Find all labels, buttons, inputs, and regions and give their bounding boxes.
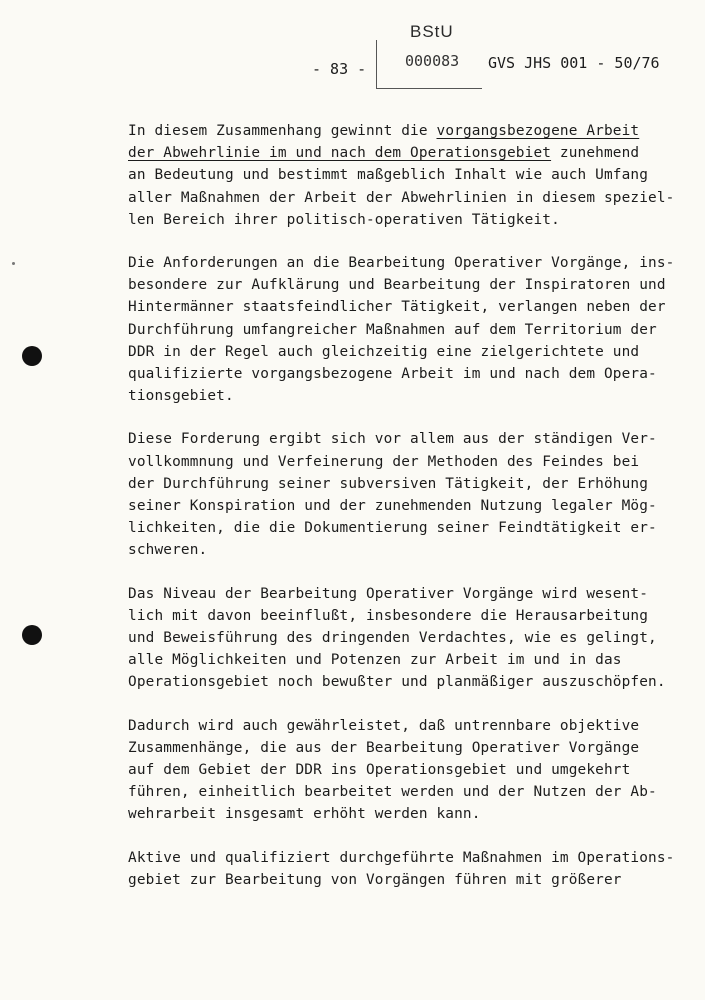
line-text: In diesem Zusammenhang gewinnt die <box>128 123 437 139</box>
paragraph <box>128 583 688 694</box>
text-line <box>128 341 688 363</box>
line-text: der Durchführung seiner subversiven Tätigkeit, der Erhöhung <box>128 475 649 492</box>
line-text: DDR in der Regel auch gleichzeitig eine zielgerichtete und <box>128 343 640 360</box>
line-text: auf dem Gebiet der DDR ins Operationsgebiet und umgekehrt <box>128 762 631 779</box>
page-number: - 83 - <box>312 60 367 78</box>
text-line <box>128 605 688 627</box>
line-text: zunehmend <box>551 145 640 162</box>
text-line <box>128 209 688 231</box>
text-line <box>128 385 688 407</box>
punch-hole-top <box>22 346 42 366</box>
text-line <box>128 869 688 891</box>
paragraph <box>128 715 688 826</box>
text-line <box>128 781 688 803</box>
line-text: schweren. <box>128 542 208 559</box>
line-text: lichkeiten, die die Dokumentierung seiner Feindtätigkeit er- <box>128 520 657 537</box>
text-line <box>128 187 688 209</box>
line-text: führen, einheitlich bearbeitet werden und der Nutzen der Ab- <box>128 784 657 801</box>
line-text: wehrarbeit insgesamt erhöht werden kann. <box>128 806 481 823</box>
line-text: gebiet zur Bearbeitung von Vorgängen führen mit größerer <box>128 871 622 888</box>
text-line <box>128 803 688 825</box>
text-line <box>128 847 688 869</box>
text-line <box>128 627 688 649</box>
line-text: Die Anforderungen an die Bearbeitung Operativer Vorgänge, ins- <box>128 255 675 272</box>
line-text: Zusammenhänge, die aus der Bearbeitung Operativer Vorgänge <box>128 739 640 756</box>
line-text: seiner Konspiration und der zunehmenden Nutzung legaler Mög- <box>128 498 657 515</box>
underlined-text: der Abwehrlinie im und nach dem Operationsgebiet <box>128 145 552 162</box>
text-line <box>128 715 688 737</box>
text-line <box>128 120 688 142</box>
text-line <box>128 737 688 759</box>
paper-speck <box>12 262 15 265</box>
line-text: aller Maßnahmen der Arbeit der Abwehrlinien in diesem speziel- <box>128 189 675 206</box>
line-text: Durchführung umfangreicher Maßnahmen auf dem Territorium der <box>128 321 657 338</box>
text-line <box>128 319 688 341</box>
text-line <box>128 671 688 693</box>
line-text: und Beweisführung des dringenden Verdachtes, wie es gelingt, <box>128 630 657 647</box>
text-line <box>128 274 688 296</box>
paragraph <box>128 428 688 561</box>
text-line <box>128 296 688 318</box>
line-text: Dadurch wird auch gewährleistet, daß untrennbare objektive <box>128 717 640 734</box>
line-text: len Bereich ihrer politisch-operativen Tätigkeit. <box>128 211 560 228</box>
paragraph <box>128 252 688 407</box>
text-line <box>128 142 688 164</box>
line-text: Operationsgebiet noch bewußter und planmäßiger auszuschöpfen. <box>128 674 666 691</box>
line-text: besondere zur Aufklärung und Bearbeitung der Inspiratoren und <box>128 277 666 294</box>
line-text: tionsgebiet. <box>128 388 234 405</box>
text-line <box>128 517 688 539</box>
body-text <box>128 120 688 912</box>
document-number: 000083 <box>405 52 460 70</box>
text-line <box>128 252 688 274</box>
underlined-text: vorgangsbezogene Arbeit <box>436 123 640 139</box>
text-line <box>128 428 688 450</box>
text-line <box>128 473 688 495</box>
line-text: vollkommnung und Verfeinerung der Methoden des Feindes bei <box>128 453 640 470</box>
text-line <box>128 451 688 473</box>
line-text: Hintermänner staatsfeindlicher Tätigkeit, verlangen neben der <box>128 299 666 316</box>
text-line <box>128 583 688 605</box>
text-line <box>128 495 688 517</box>
line-text: an Bedeutung und bestimmt maßgeblich Inhalt wie auch Umfang <box>128 167 649 184</box>
paragraph <box>128 120 688 231</box>
text-line <box>128 539 688 561</box>
punch-hole-bottom <box>22 625 42 645</box>
line-text: alle Möglichkeiten und Potenzen zur Arbeit im und in das <box>128 652 622 669</box>
paragraph <box>128 847 688 891</box>
text-line <box>128 164 688 186</box>
line-text: qualifizierte vorgangsbezogene Arbeit im und nach dem Opera- <box>128 366 657 383</box>
text-line <box>128 363 688 385</box>
archive-stamp: BStU <box>410 22 454 41</box>
text-line <box>128 759 688 781</box>
line-text: Diese Forderung ergibt sich vor allem aus der ständigen Ver- <box>128 431 657 448</box>
line-text: Aktive und qualifiziert durchgeführte Maßnahmen im Operations- <box>128 849 675 866</box>
text-line <box>128 649 688 671</box>
line-text: lich mit davon beeinflußt, insbesondere die Herausarbeitung <box>128 607 649 624</box>
classification-mark: GVS JHS 001 - 50/76 <box>488 54 660 72</box>
line-text: Das Niveau der Bearbeitung Operativer Vorgänge wird wesent- <box>128 585 649 602</box>
